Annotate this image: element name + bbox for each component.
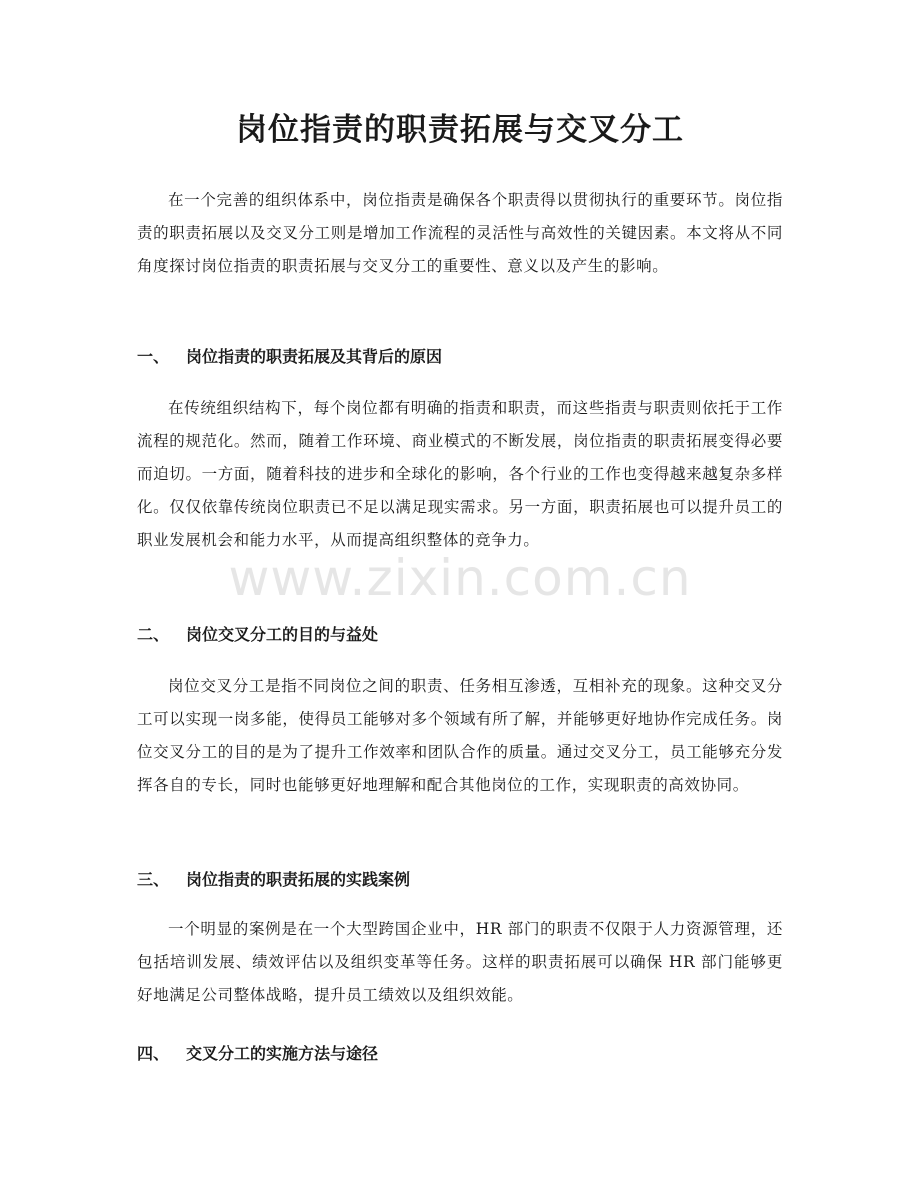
section-2-paragraph: 岗位交叉分工是指不同岗位之间的职责、任务相互渗透，互相补充的现象。这种交叉分工可以实现一岗多能，使得员工能够对多个领域有所了解，并能够更好地协作完成任务。岗位交叉分工的目的是为了提升工作效率和团队合作的质量。通过交叉分工，员工能够充分发挥各自的专长，同时也能够更好地理解和配合其他岗位的工作，实现职责的高效协同。 — [137, 677, 783, 794]
section-2-number: 二、 — [137, 625, 170, 644]
section-4-heading — [137, 1041, 783, 1067]
section-1-number: 一、 — [137, 347, 170, 366]
section-2-heading — [137, 622, 783, 648]
section-3-paragraph: 一个明显的案例是在一个大型跨国企业中，HR 部门的职责不仅限于人力资源管理，还包括培训发展、绩效评估以及组织变革等任务。这样的职责拓展可以确保 HR 部门能够更好地满足公司整体战略，提升员工绩效以及组织效能。 — [137, 920, 783, 1004]
section-1-heading — [137, 344, 783, 370]
section-1-paragraph: 在传统组织结构下，每个岗位都有明确的指责和职责，而这些指责与职责则依托于工作流程的规范化。然而，随着工作环境、商业模式的不断发展，岗位指责的职责拓展变得必要而迫切。一方面，随着科技的进步和全球化的影响，各个行业的工作也变得越来越复杂多样化。仅仅依靠传统岗位职责已不足以满足现实需求。另一方面，职责拓展也可以提升员工的职业发展机会和能力水平，从而提高组织整体的竞争力。 — [137, 399, 783, 549]
section-4-title: 交叉分工的实施方法与途径 — [186, 1044, 379, 1063]
intro-paragraph: 在一个完善的组织体系中，岗位指责是确保各个职责得以贯彻执行的重要环节。岗位指责的职责拓展以及交叉分工则是增加工作流程的灵活性与高效性的关键因素。本文将从不同角度探讨岗位指责的职责拓展与交叉分工的重要性、意义以及产生的影响。 — [137, 191, 783, 275]
section-3-title: 岗位指责的职责拓展的实践案例 — [186, 870, 411, 889]
watermark: www.zixin.com.cn — [228, 549, 692, 607]
section-2-title: 岗位交叉分工的目的与益处 — [186, 625, 379, 644]
section-4-number: 四、 — [137, 1044, 170, 1063]
section-3-heading — [137, 867, 783, 893]
section-3-number: 三、 — [137, 870, 170, 889]
section-1-title: 岗位指责的职责拓展及其背后的原因 — [186, 347, 443, 366]
document-title: 岗位指责的职责拓展与交叉分工 — [236, 112, 684, 148]
